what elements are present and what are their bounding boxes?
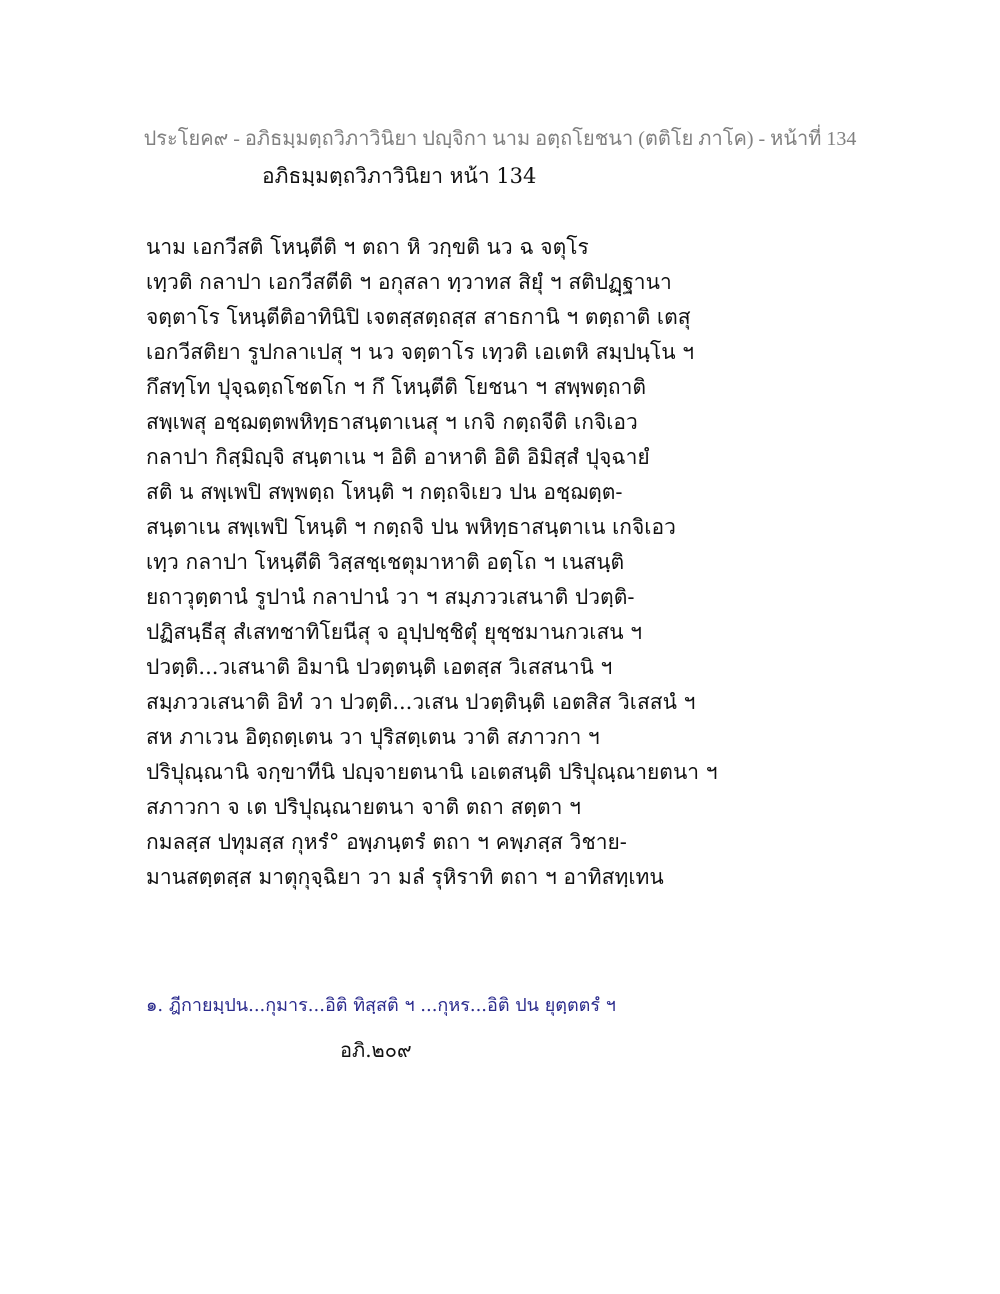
running-header: ประโยค๙ - อภิธมฺมตฺถวิภาวินิยา ปญฺจิกา นาม อตฺถโยชนา (ตติโย ภาโค) - หน้าที่ 134 (143, 128, 857, 150)
text-line: เอกวีสติยา รูปกลาเปสุ ฯ นว จตฺตาโร เทฺวติ เอเตหิ สมฺปนฺโน ฯ (146, 340, 695, 364)
text-line: สห ภาเวน อิตฺถตฺเตน วา ปุริสตฺเตน วาติ สภาวกา ฯ (146, 725, 600, 749)
text-line: ยถาวุตฺตานํ รูปานํ กลาปานํ วา ฯ สมฺภววเสนาติ ปวตฺติ- (146, 585, 635, 609)
text-line: สนฺตาเน สพฺเพปิ โหนฺติ ฯ กตฺถจิ ปน พหิทฺธาสนฺตาเน เกจิเอว (146, 515, 676, 539)
text-line: นาม เอกวีสติ โหนฺตีติ ฯ ตถา หิ วกฺขติ นว ฉ จตุโร (146, 235, 589, 259)
text-line: กมลสฺส ปทุมสฺส กุหรํ° อพฺภนฺตรํ ตถา ฯ คพฺภสฺส วิชาย- (146, 830, 627, 854)
text-line: สภาวกา จ เต ปริปุณฺณายตนา จาติ ตถา สตฺตา ฯ (146, 795, 581, 819)
page-title: อภิธมฺมตฺถวิภาวินิยา หน้า 134 (262, 164, 537, 188)
text-line: มานสตฺตสฺส มาตุกุจฺฉิยา วา มลํ รุหิราทิ ตถา ฯ อาทิสทฺเทน (146, 865, 664, 889)
text-line: เทฺวติ กลาปา เอกวีสตีติ ฯ อกุสลา ทฺวาทส สิยุํ ฯ สติปฏฺฐานา (146, 270, 672, 294)
text-line: กึสทฺโท ปุจฺฉตฺถโชตโก ฯ กึ โหนฺตีติ โยชนา ฯ สพฺพตฺถาติ (146, 375, 647, 399)
text-line: สมฺภววเสนาติ อิทํ วา ปวตฺติ...วเสน ปวตฺตินฺติ เอตสิส วิเสสนํ ฯ (146, 690, 696, 714)
text-line: สพฺเพสุ อชฺฌตฺตพหิทฺธาสนฺตาเนสุ ฯ เกจิ กตฺถจีติ เกจิเอว (146, 410, 638, 434)
text-line: เทฺว กลาปา โหนฺตีติ วิสฺสชฺเชตุมาหาติ อตฺโถ ฯ เนสนฺติ (146, 550, 625, 574)
text-line: กลาปา กิสฺมิญฺจิ สนฺตาเน ฯ อิติ อาหาติ อิติ อิมิสฺสํ ปุจฺฉายํ (146, 445, 650, 469)
text-line: ปริปุณฺณานิ จกฺขาทีนิ ปญฺจายตนานิ เอเตสนฺติ ปริปุณฺณายตนา ฯ (146, 760, 718, 784)
text-line: สติ น สพฺเพปิ สพฺพตฺถ โหนฺติ ฯ กตฺถจิเยว ปน อชฺฌตฺต- (146, 480, 623, 504)
body-text (146, 230, 718, 895)
text-line: ปฏิสนฺธีสุ สํเสทชาทิโยนีสุ จ อุปฺปชฺชิตุํ ยุชฺชมานกวเสน ฯ (146, 620, 643, 644)
text-line: ปวตฺติ...วเสนาติ อิมานิ ปวตฺตนฺติ เอตสฺส วิเสสนานิ ฯ (146, 655, 613, 679)
page-reference: อภิ.๒๐๙ (340, 1038, 412, 1062)
footnote: ๑. ฎีกายมฺปน...กุมาร...อิติ ทิสฺสติ ฯ ...กุหร...อิติ ปน ยุตฺตตรํ ฯ (146, 995, 616, 1016)
text-line: จตฺตาโร โหนฺตีติอาทินิปิ เจตสฺสตฺถสฺส สาธกานิ ฯ ตตฺถาติ เตสุ (146, 305, 691, 329)
